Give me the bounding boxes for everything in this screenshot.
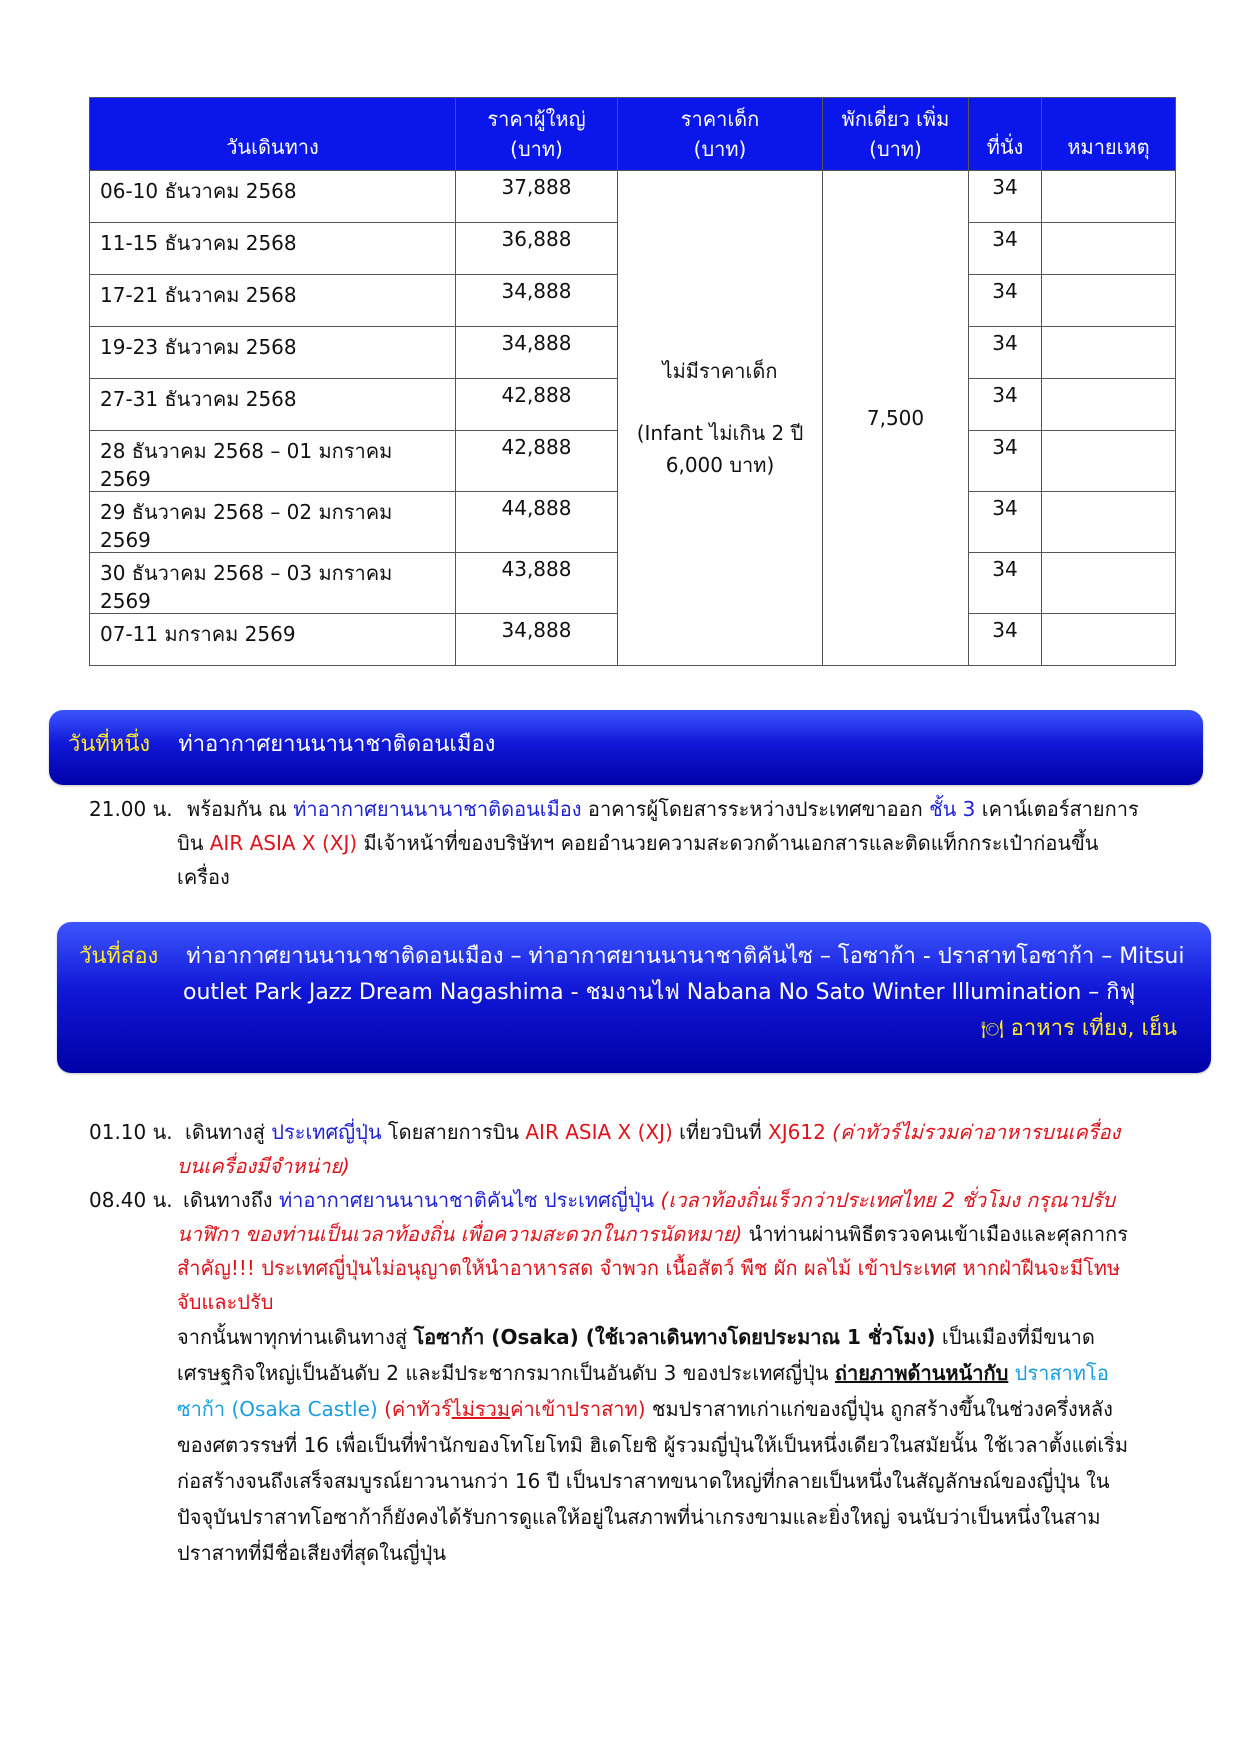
day2-title-line2: outlet Park Jazz Dream Nagashima - ชมงานไฟ Nabana No Sato Winter Illumination – กิฟุ: [183, 980, 1136, 1005]
row-date: 27-31 ธันวาคม 2568: [90, 379, 456, 431]
row-note: [1042, 275, 1176, 327]
row-note: [1042, 379, 1176, 431]
row-adult-price: 42,888: [456, 431, 618, 492]
osaka-fee-note-end: ค่าเข้าปราสาท): [510, 1397, 646, 1421]
row-note: [1042, 431, 1176, 492]
child-price-none: ไม่มีราคาเด็ก: [662, 359, 778, 383]
row-date: 19-23 ธันวาคม 2568: [90, 327, 456, 379]
row-seats: 34: [969, 492, 1042, 553]
row-date: 28 ธันวาคม 2568 – 01 มกราคม 2569: [90, 431, 456, 492]
day1-text: อาคารผู้โดยสารระหว่างประเทศขาออก: [581, 797, 930, 821]
osaka-text: ปัจจุบันปราสาทโอซาก้าก็ยังคงได้รับการดูแลให้อยู่ในสภาพที่น่าเกรงขามและยิ่งใหญ่ จนนับว่าเป็นหนึ่งในสาม: [177, 1505, 1101, 1529]
day1-floor: ชั้น 3: [929, 797, 976, 821]
header-single-supplement: [823, 98, 969, 171]
row-adult-price: 34,888: [456, 614, 618, 666]
day2-warning: สำคัญ!!! ประเทศญี่ปุ่นไม่อนุญาตให้นำอาหารสด จำพวก เนื้อสัตว์ พืช ผัก ผลไม้ เข้าประเทศ หากฝ่าฝืนจะมีโทษ: [177, 1256, 1121, 1280]
osaka-castle-name: ปราสาทโอ: [1008, 1361, 1109, 1385]
day1-header: [49, 710, 1203, 785]
day1-text: เครื่อง: [177, 865, 230, 889]
single-supplement-value: 7,500: [866, 406, 925, 430]
osaka-text: เป็นเมืองที่มีขนาด: [935, 1325, 1095, 1349]
day2-meal-note-cont: บนเครื่องมีจำหน่าย): [177, 1154, 350, 1178]
row-date: 30 ธันวาคม 2568 – 03 มกราคม 2569: [90, 553, 456, 614]
row-seats: 34: [969, 431, 1042, 492]
day1-text: พร้อมกัน ณ: [187, 797, 294, 821]
row-note: [1042, 223, 1176, 275]
header-seats: [969, 98, 1042, 171]
day1-airport: ท่าอากาศยานนานาชาติดอนเมือง: [293, 797, 582, 821]
row-seats: 34: [969, 171, 1042, 223]
table-header-row: [90, 98, 1176, 171]
header-note: [1042, 98, 1176, 171]
child-price-cell: [618, 171, 823, 666]
osaka-castle-name-cont: ซาก้า (Osaka Castle): [177, 1397, 378, 1421]
header-child-label: ราคาเด็ก: [680, 107, 760, 131]
day1-title: ท่าอากาศยานนานาชาติดอนเมือง: [178, 732, 496, 757]
osaka-text: ของศตวรรษที่ 16 เพื่อเป็นที่พำนักของโทโยโทมิ ฮิเดโยชิ ผู้รวมญี่ปุ่นให้เป็นหนึ่งเดียวในสมัยนั้น ใช้เวลาตั้งแต่เริ่ม: [177, 1433, 1129, 1457]
osaka-photo-note: ถ่ายภาพด้านหน้ากับ: [834, 1361, 1009, 1385]
single-supplement-cell: [823, 171, 969, 666]
day2-text: นำท่านผ่านพิธีตรวจคนเข้าเมืองและศุลกากร: [742, 1222, 1128, 1246]
row-adult-price: 34,888: [456, 275, 618, 327]
day1-text: บิน: [177, 831, 210, 855]
day2-text: เดินทางถึง: [183, 1188, 279, 1212]
osaka-highlight: โอซาก้า (Osaka) (ใช้เวลาเดินทางโดยประมาณ 1 ชั่วโมง): [413, 1325, 936, 1349]
header-note-label: หมายเหตุ: [1067, 135, 1150, 159]
header-date-label: วันเดินทาง: [226, 135, 319, 159]
child-price-infant: (Infant ไม่เกิน 2 ปี: [636, 421, 804, 445]
day2-warning-cont: จับและปรับ: [177, 1290, 274, 1314]
day2-meals: อาหาร เที่ยง, เย็น: [1010, 1016, 1177, 1041]
osaka-text: ปราสาทที่มีชื่อเสียงที่สุดในญี่ปุ่น: [177, 1541, 446, 1565]
day2-time-note: (เวลาท้องถิ่นเร็วกว่าประเทศไทย 2 ชั่วโมง กรุณาปรับ: [654, 1188, 1115, 1212]
day2-title-line1: ท่าอากาศยานนานาชาติดอนเมือง – ท่าอากาศยานนานาชาติคันไซ – โอซาก้า - ปราสาทโอซาก้า – Mitsui: [186, 944, 1185, 969]
day1-label: วันที่หนึ่ง: [68, 732, 151, 757]
day2-label: วันที่สอง: [79, 944, 159, 969]
row-seats: 34: [969, 553, 1042, 614]
day2-airline: AIR ASIA X (XJ): [525, 1120, 673, 1144]
row-seats: 34: [969, 614, 1042, 666]
row-date: 17-21 ธันวาคม 2568: [90, 275, 456, 327]
header-child-price: [618, 98, 823, 171]
row-adult-price: 44,888: [456, 492, 618, 553]
osaka-fee-note: (ค่าทัวร์: [377, 1397, 452, 1421]
day2-text: โดยสายการบิน: [381, 1120, 526, 1144]
day2-flight-number: XJ612: [768, 1120, 826, 1144]
row-seats: 34: [969, 379, 1042, 431]
day1-text: เคาน์เตอร์สายการ: [975, 797, 1139, 821]
row-seats: 34: [969, 275, 1042, 327]
day2-header: [57, 922, 1211, 1073]
day2-japan: ประเทศญี่ปุ่น: [271, 1120, 382, 1144]
meal-icon: 🍽: [980, 1019, 1004, 1040]
row-note: [1042, 492, 1176, 553]
day2-item2-time: 08.40 น.: [89, 1188, 173, 1212]
row-note: [1042, 171, 1176, 223]
child-price-infant-amount: 6,000 บาท): [665, 453, 775, 477]
row-date: 07-11 มกราคม 2569: [90, 614, 456, 666]
header-adult-label: ราคาผู้ใหญ่: [487, 107, 586, 131]
header-single-unit: (บาท): [869, 137, 922, 161]
row-adult-price: 37,888: [456, 171, 618, 223]
price-table: [89, 97, 1176, 666]
day2-time-note-cont: นาฬิกา ของท่านเป็นเวลาท้องถิ่น เพื่อความสะดวกในการนัดหมาย): [177, 1222, 743, 1246]
header-seats-label: ที่นั่ง: [986, 135, 1024, 159]
osaka-text: เศรษฐกิจใหญ่เป็นอันดับ 2 และมีประชากรมากเป็นอันดับ 3 ของประเทศญี่ปุ่น: [177, 1361, 835, 1385]
row-seats: 34: [969, 223, 1042, 275]
day2-meal-note: (ค่าทัวร์ไม่รวมค่าอาหารบนเครื่อง: [825, 1120, 1121, 1144]
row-note: [1042, 327, 1176, 379]
day1-text: มีเจ้าหน้าที่ของบริษัทฯ คอยอำนวยความสะดวกด้านเอกสารและติดแท็กกระเป๋าก่อนขึ้น: [357, 831, 1099, 855]
osaka-fee-not-included: ไม่รวม: [451, 1397, 511, 1421]
day2-kansai-airport: ท่าอากาศยานนานาชาติคันไซ ประเทศญี่ปุ่น: [278, 1188, 655, 1212]
row-date: 29 ธันวาคม 2568 – 02 มกราคม 2569: [90, 492, 456, 553]
header-date: [90, 98, 456, 171]
day2-text: เที่ยวบินที่: [672, 1120, 769, 1144]
day1-time: 21.00 น.: [89, 797, 173, 821]
row-adult-price: 42,888: [456, 379, 618, 431]
header-adult-price: [456, 98, 618, 171]
row-note: [1042, 553, 1176, 614]
osaka-text: จากนั้นพาทุกท่านเดินทางสู่: [177, 1325, 414, 1349]
header-single-label: พักเดี่ยว เพิ่ม: [841, 107, 950, 131]
row-adult-price: 43,888: [456, 553, 618, 614]
row-date: 06-10 ธันวาคม 2568: [90, 171, 456, 223]
row-adult-price: 34,888: [456, 327, 618, 379]
day1-airline: AIR ASIA X (XJ): [209, 831, 358, 855]
row-note: [1042, 614, 1176, 666]
osaka-text: ก่อสร้างจนถึงเสร็จสมบูรณ์ยาวนานกว่า 16 ปี เป็นปราสาทขนาดใหญ่ที่กลายเป็นหนึ่งในสัญลักษณ์ของญี่ปุ่น ใน: [177, 1469, 1110, 1493]
osaka-text: ชมปราสาทเก่าแก่ของญี่ปุ่น ถูกสร้างขึ้นในช่วงครึ่งหลัง: [645, 1397, 1113, 1421]
row-adult-price: 36,888: [456, 223, 618, 275]
table-row: [90, 171, 1176, 223]
row-seats: 34: [969, 327, 1042, 379]
header-child-unit: (บาท): [693, 137, 747, 161]
day2-text: เดินทางสู่: [185, 1120, 272, 1144]
header-adult-unit: (บาท): [510, 137, 563, 161]
day2-item1-time: 01.10 น.: [89, 1120, 173, 1144]
row-date: 11-15 ธันวาคม 2568: [90, 223, 456, 275]
